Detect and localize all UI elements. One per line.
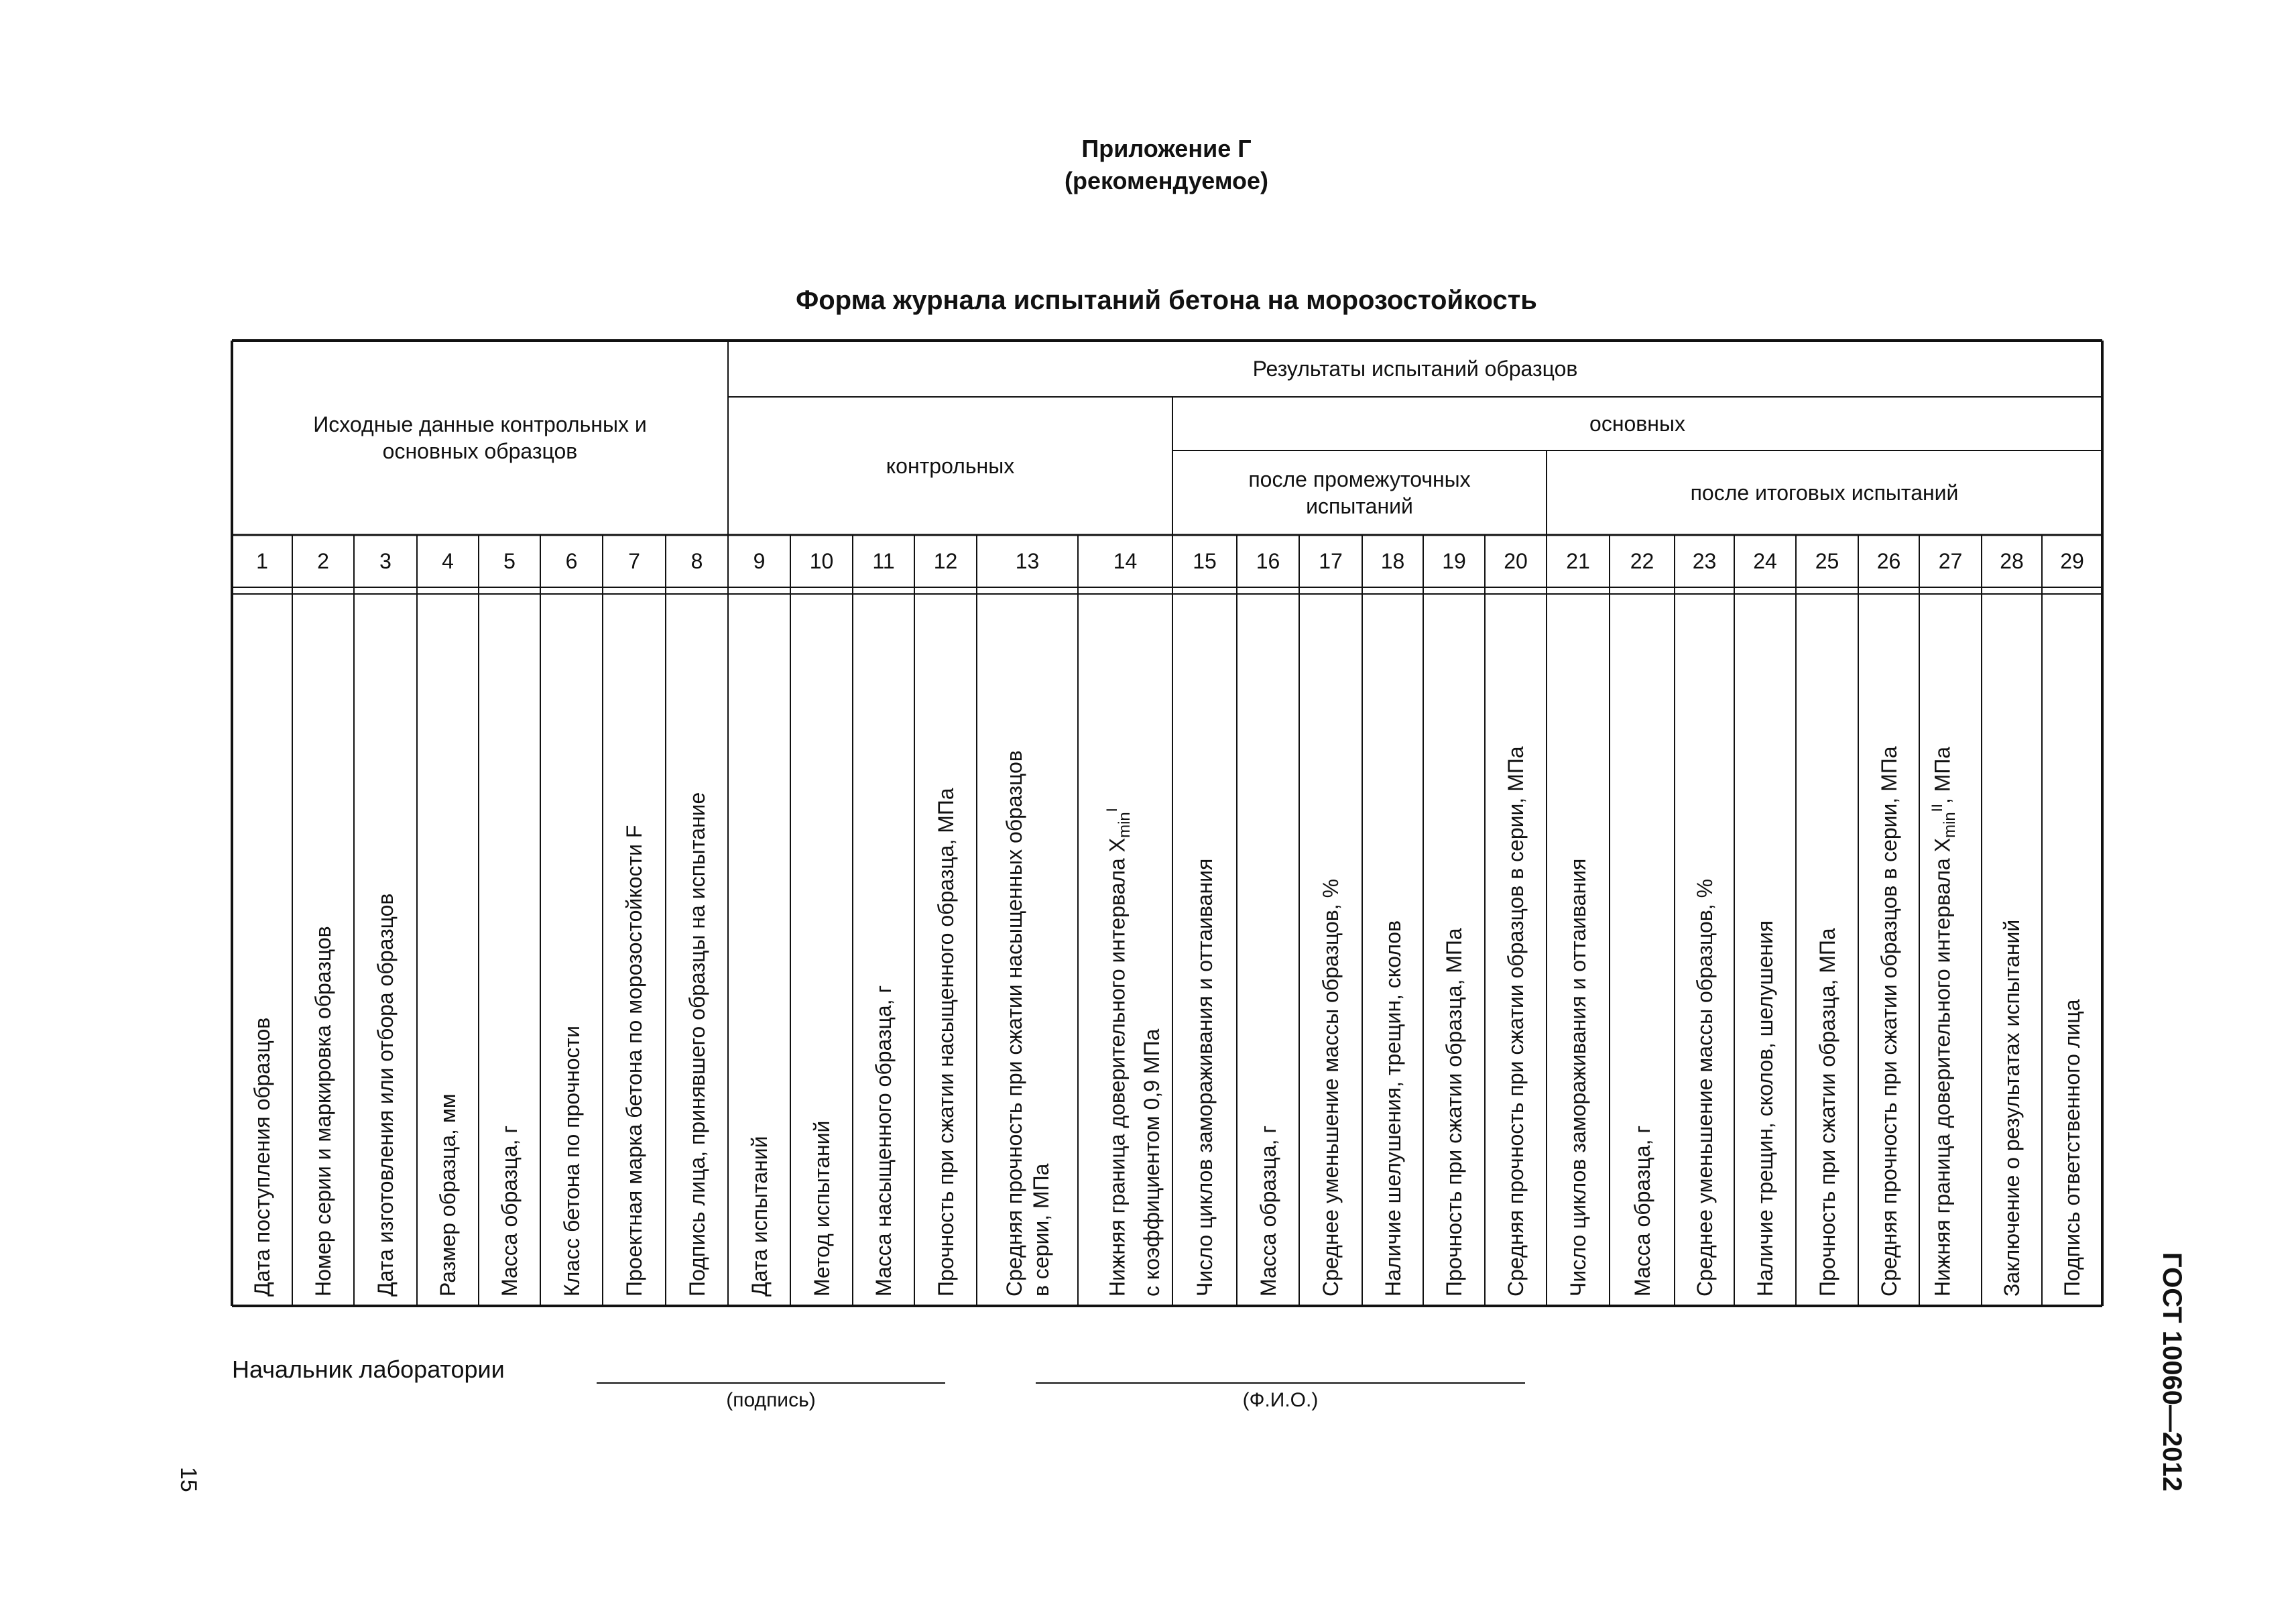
column-number: 11 bbox=[872, 548, 895, 573]
column-label: Среднее уменьшение массы образцов, % bbox=[1319, 878, 1343, 1297]
column-label: Число циклов замораживания и оттаивания bbox=[1193, 858, 1217, 1297]
column-label: Нижняя граница доверительного интервала $X_{min}^{II}$, МПа bbox=[1928, 746, 1959, 1297]
column-label: Масса образца, г bbox=[497, 1125, 522, 1297]
page-number: 15 bbox=[176, 1467, 201, 1492]
column-label: Средняя прочность при сжатии образцов в серии, МПа bbox=[1876, 746, 1901, 1297]
column-number: 23 bbox=[1692, 548, 1717, 573]
name-line bbox=[1036, 1382, 1525, 1384]
header-main: основных bbox=[1589, 412, 1685, 436]
form-title: Форма журнала испытаний бетона на морозостойкость bbox=[796, 286, 1537, 315]
column-label: Число циклов замораживания и оттаивания bbox=[1566, 858, 1590, 1297]
signature-caption: (подпись) bbox=[726, 1389, 816, 1411]
column-number: 15 bbox=[1193, 548, 1217, 573]
column-label: Дата изготовления или отбора образцов bbox=[373, 893, 398, 1297]
column-number: 12 bbox=[933, 548, 958, 573]
header-initial-line2: основных образцов bbox=[382, 439, 578, 463]
column-number: 2 bbox=[317, 548, 329, 573]
column-label: Проектная марка бетона по морозостойкости F bbox=[622, 825, 646, 1297]
appendix-subtitle: (рекомендуемое) bbox=[1065, 167, 1268, 194]
column-number: 28 bbox=[2000, 548, 2024, 573]
column-label: Прочность при сжатии образца, МПа bbox=[1815, 928, 1839, 1297]
column-number: 5 bbox=[503, 548, 516, 573]
column-number: 21 bbox=[1566, 548, 1590, 573]
column-number: 29 bbox=[2060, 548, 2084, 573]
column-label: Заключение о результатах испытаний bbox=[2000, 919, 2024, 1297]
column-label: Прочность при сжатии образца, МПа bbox=[1442, 928, 1466, 1297]
column-label: Средняя прочность при сжатии образцов в серии, МПа bbox=[1504, 746, 1528, 1297]
column-number: 7 bbox=[628, 548, 640, 573]
appendix-title: Приложение Г bbox=[1081, 135, 1252, 162]
signature-label: Начальник лаборатории bbox=[232, 1356, 505, 1383]
column-number: 9 bbox=[753, 548, 766, 573]
column-number: 4 bbox=[442, 548, 454, 573]
column-number: 16 bbox=[1256, 548, 1280, 573]
header-intermediate-line1: после промежуточных bbox=[1248, 467, 1471, 491]
column-number: 25 bbox=[1815, 548, 1839, 573]
column-number: 8 bbox=[690, 548, 703, 573]
column-label: Масса образца, г bbox=[1630, 1125, 1654, 1297]
column-label: Прочность при сжатии насыщенного образца, МПа bbox=[933, 788, 958, 1297]
column-label: Масса образца, г bbox=[1256, 1125, 1280, 1297]
column-number: 27 bbox=[1938, 548, 1963, 573]
column-label: Масса насыщенного образца, г bbox=[871, 985, 896, 1297]
column-label: Наличие шелушения, трещин, сколов bbox=[1380, 920, 1405, 1297]
column-number: 1 bbox=[256, 548, 268, 573]
document-code: ГОСТ 10060—2012 bbox=[2157, 1252, 2187, 1492]
column-number: 18 bbox=[1380, 548, 1405, 573]
column-number: 20 bbox=[1504, 548, 1528, 573]
column-label: Размер образца, мм bbox=[436, 1093, 460, 1297]
column-label: Подпись лица, принявшего образцы на испытание bbox=[684, 792, 709, 1297]
column-number: 13 bbox=[1015, 548, 1040, 573]
column-number: 10 bbox=[809, 548, 834, 573]
column-label: Метод испытаний bbox=[809, 1120, 834, 1297]
column-label: Наличие трещин, сколов, шелушения bbox=[1753, 920, 1777, 1297]
header-results: Результаты испытаний образцов bbox=[1252, 357, 1578, 381]
header-initial-line1: Исходные данные контрольных и bbox=[313, 412, 647, 436]
column-label: Дата испытаний bbox=[747, 1136, 772, 1297]
column-label: Средняя прочность при сжатии насыщенных образцов в серии, МПа bbox=[1002, 750, 1053, 1297]
column-number: 22 bbox=[1630, 548, 1654, 573]
column-number: 19 bbox=[1442, 548, 1466, 573]
header-after-intermediate bbox=[1172, 450, 1547, 535]
column-number: 6 bbox=[565, 548, 578, 573]
column-label: Номер серии и маркировка образцов bbox=[311, 926, 335, 1297]
header-initial-data bbox=[232, 341, 728, 535]
column-number: 24 bbox=[1753, 548, 1777, 573]
column-label: Класс бетона по прочности bbox=[559, 1025, 584, 1297]
header-after-final: после итоговых испытаний bbox=[1690, 481, 1959, 505]
column-number: 3 bbox=[379, 548, 391, 573]
header-control: контрольных bbox=[886, 454, 1015, 478]
column-label: Нижняя граница доверительного интервала $X_{min}^I$ с коэффициентом 0,9 МПа bbox=[1103, 808, 1164, 1297]
column-number: 17 bbox=[1319, 548, 1343, 573]
column-number: 14 bbox=[1113, 548, 1138, 573]
signature-line bbox=[597, 1382, 945, 1384]
column-number: 26 bbox=[1876, 548, 1901, 573]
column-label: Подпись ответственного лица bbox=[2060, 999, 2084, 1297]
name-caption: (Ф.И.О.) bbox=[1242, 1389, 1319, 1411]
header-intermediate-line2: испытаний bbox=[1306, 494, 1413, 518]
column-label: Среднее уменьшение массы образцов, % bbox=[1692, 878, 1717, 1297]
column-label: Дата поступления образцов bbox=[250, 1017, 274, 1297]
